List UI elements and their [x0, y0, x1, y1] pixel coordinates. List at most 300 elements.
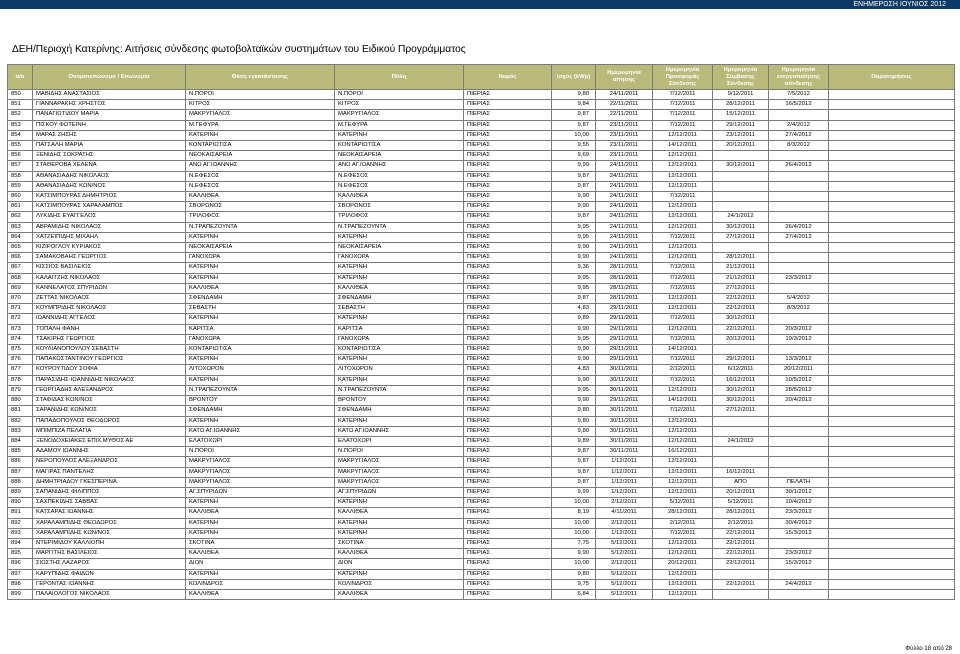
table-row	[8, 467, 955, 477]
table-row	[8, 304, 955, 314]
cell-remarks	[829, 110, 955, 120]
cell-contract-date	[713, 192, 769, 202]
cell-power: 9,87	[552, 120, 596, 130]
cell-activation-date: 15/3/2012	[769, 559, 829, 569]
cell-remarks	[829, 396, 955, 406]
cell-aa: 857	[8, 161, 33, 171]
table-row	[8, 130, 955, 140]
cell-city: ΝΕΟΚΑΙΣΑΡΕΙΑ	[335, 151, 464, 161]
table-row	[8, 161, 955, 171]
table-row	[8, 141, 955, 151]
cell-offer-date: 7/12/2011	[653, 100, 713, 110]
cell-activation-date	[769, 426, 829, 436]
table-row	[8, 90, 955, 100]
cell-contract-date: 16/12/2011	[713, 375, 769, 385]
cell-name: ΚΑΤΣΙΜΠΟΥΡΑΣ ΔΗΜΗΤΡΙΟΣ	[33, 192, 186, 202]
cell-contract-date: 27/12/2011	[713, 406, 769, 416]
cell-name: ΓΙΑΝΝΑΡΑΚΗΣ ΧΡΗΣΤΟΣ	[33, 100, 186, 110]
cell-location: ΣΒΟΡΩΝΟΣ	[186, 202, 335, 212]
cell-offer-date: 12/12/2011	[653, 130, 713, 140]
cell-city: Ν.ΕΦΕΣΟΣ	[335, 171, 464, 181]
cell-location: ΚΟΛΙΝΔΡΟΣ	[186, 579, 335, 589]
cell-prefecture: ΠΙΕΡΙΑΣ	[464, 477, 552, 487]
cell-prefecture: ΠΙΕΡΙΑΣ	[464, 212, 552, 222]
cell-location: ΚΟΝΤΑΡΙΩΤΙΣΑ	[186, 141, 335, 151]
cell-prefecture: ΠΙΕΡΙΑΣ	[464, 273, 552, 283]
cell-prefecture: ΠΙΕΡΙΑΣ	[464, 263, 552, 273]
cell-contract-date: 9/12/2011	[713, 90, 769, 100]
cell-aa: 875	[8, 345, 33, 355]
cell-application-date: 30/11/2011	[596, 375, 653, 385]
cell-city: ΕΛΑΤΟΧΩΡΙ	[335, 436, 464, 446]
cell-contract-date: 29/12/2011	[713, 355, 769, 365]
cell-prefecture: ΠΙΕΡΙΑΣ	[464, 334, 552, 344]
cell-activation-date	[769, 589, 829, 599]
cell-power: 9,87	[552, 212, 596, 222]
cell-activation-date: 27/4/2012	[769, 232, 829, 242]
cell-contract-date: 30/12/2011	[713, 396, 769, 406]
cell-prefecture: ΠΙΕΡΙΑΣ	[464, 161, 552, 171]
cell-prefecture: ΠΙΕΡΙΑΣ	[464, 467, 552, 477]
cell-location: ΚΑΤΕΡΙΝΗ	[186, 498, 335, 508]
cell-remarks	[829, 90, 955, 100]
cell-prefecture: ΠΙΕΡΙΑΣ	[464, 416, 552, 426]
cell-remarks	[829, 467, 955, 477]
cell-prefecture: ΠΙΕΡΙΑΣ	[464, 100, 552, 110]
cell-offer-date: 7/12/2011	[653, 406, 713, 416]
cell-remarks	[829, 528, 955, 538]
cell-application-date: 5/12/2011	[596, 549, 653, 559]
cell-contract-date: 22/12/2011	[713, 559, 769, 569]
cell-location: Μ.ΓΕΦΥΡΑ	[186, 120, 335, 130]
cell-power: 4,83	[552, 365, 596, 375]
cell-city: Μ.ΓΕΦΥΡΑ	[335, 120, 464, 130]
cell-name: ΣΑΜΑΚΟΒΑΗΣ ΓΕΩΡΓΙΟΣ	[33, 253, 186, 263]
cell-aa: 874	[8, 334, 33, 344]
cell-remarks	[829, 232, 955, 242]
cell-name: ΠΑΛΑΙΟΛΟΓΟΣ ΝΙΚΟΛΑΟΣ	[33, 589, 186, 599]
cell-offer-date: 7/12/2011	[653, 192, 713, 202]
col-header-activation-date: Ημερομηνία ενεργοποίησης σύνδεσης	[769, 65, 829, 90]
cell-application-date: 30/11/2011	[596, 385, 653, 395]
cell-prefecture: ΠΙΕΡΙΑΣ	[464, 406, 552, 416]
cell-prefecture: ΠΙΕΡΙΑΣ	[464, 579, 552, 589]
cell-prefecture: ΠΙΕΡΙΑΣ	[464, 120, 552, 130]
cell-activation-date	[769, 253, 829, 263]
update-text: ΕΝΗΜΕΡΩΣΗ ΙΟΥΝΙΟΣ 2012	[853, 1, 946, 8]
cell-application-date: 29/11/2011	[596, 324, 653, 334]
cell-city: ΚΑΛΛΙΘΕΑ	[335, 192, 464, 202]
cell-remarks	[829, 436, 955, 446]
cell-activation-date: 30/4/2012	[769, 518, 829, 528]
cell-remarks	[829, 202, 955, 212]
cell-contract-date	[713, 181, 769, 191]
cell-activation-date	[769, 110, 829, 120]
cell-aa: 859	[8, 181, 33, 191]
cell-activation-date: 28/5/2012	[769, 385, 829, 395]
cell-offer-date: 5/12/2011	[653, 498, 713, 508]
cell-application-date: 30/11/2011	[596, 365, 653, 375]
cell-city: ΚΟΝΤΑΡΙΩΤΙΣΑ	[335, 141, 464, 151]
cell-application-date: 24/11/2011	[596, 243, 653, 253]
cell-offer-date: 7/12/2011	[653, 334, 713, 344]
cell-power: 9,87	[552, 181, 596, 191]
cell-name: ΣΤΑΘΕΡΟΒΑ ΧΕΛΕΝΑ	[33, 161, 186, 171]
cell-remarks	[829, 100, 955, 110]
cell-location: ΚΟΝΤΑΡΙΩΤΙΣΑ	[186, 345, 335, 355]
cell-application-date: 4/11/2011	[596, 508, 653, 518]
cell-remarks	[829, 294, 955, 304]
cell-activation-date	[769, 447, 829, 457]
table-row	[8, 273, 955, 283]
cell-location: ΚΑΤΕΡΙΝΗ	[186, 569, 335, 579]
cell-aa: 885	[8, 447, 33, 457]
cell-city: ΒΡΟΝΤΟΥ	[335, 396, 464, 406]
cell-city: ΑΝΩ ΑΓ.ΙΩΑΝΝΗΣ	[335, 161, 464, 171]
cell-activation-date	[769, 212, 829, 222]
cell-power: 9,87	[552, 447, 596, 457]
cell-location: ΝΕΟΚΑΙΣΑΡΕΙΑ	[186, 243, 335, 253]
cell-activation-date: 20/4/2012	[769, 396, 829, 406]
cell-name: ΠΑΤΣΑΛΗ ΜΑΡΙΑ	[33, 141, 186, 151]
cell-offer-date: 12/12/2011	[653, 467, 713, 477]
cell-application-date: 24/11/2011	[596, 202, 653, 212]
cell-offer-date: 7/12/2011	[653, 314, 713, 324]
cell-aa: 870	[8, 294, 33, 304]
cell-location: ΛΙΤΟΧΩΡΟΝ	[186, 365, 335, 375]
table-row	[8, 314, 955, 324]
cell-activation-date: 27/4/2012	[769, 130, 829, 140]
table-row	[8, 120, 955, 130]
cell-activation-date: 19/3/2012	[769, 334, 829, 344]
cell-city: Ν.ΤΡΑΠΕΖΟΥΝΤΑ	[335, 222, 464, 232]
table-row	[8, 171, 955, 181]
cell-aa: 868	[8, 273, 33, 283]
cell-activation-date	[769, 243, 829, 253]
cell-activation-date: 15/3/2012	[769, 528, 829, 538]
cell-city: ΚΑΤΕΡΙΝΗ	[335, 130, 464, 140]
cell-aa: 886	[8, 457, 33, 467]
cell-application-date: 29/11/2011	[596, 355, 653, 365]
cell-prefecture: ΠΙΕΡΙΑΣ	[464, 314, 552, 324]
cell-offer-date: 12/12/2011	[653, 222, 713, 232]
cell-remarks	[829, 477, 955, 487]
cell-name: ΧΑΤΖΕΙΠΙΔΗΣ ΜΙΧΑΗΛ	[33, 232, 186, 242]
page-title: ΔΕΗ/Περιοχή Κατερίνης: Αιτήσεις σύνδεσης φωτοβολταϊκών συστημάτων του Ειδικού Προγράμματος	[12, 44, 466, 55]
cell-location: ΚΑΛΛΙΘΕΑ	[186, 589, 335, 599]
cell-activation-date: 10/5/2012	[769, 375, 829, 385]
col-header-city: Πόλη	[335, 65, 464, 90]
cell-application-date: 5/12/2011	[596, 538, 653, 548]
cell-application-date: 5/12/2011	[596, 579, 653, 589]
table-row	[8, 283, 955, 293]
cell-name: ΙΩΑΝΝΙΔΗΣ ΑΓΓΕΛΟΣ	[33, 314, 186, 324]
cell-prefecture: ΠΙΕΡΙΑΣ	[464, 304, 552, 314]
cell-remarks	[829, 487, 955, 497]
cell-aa: 895	[8, 549, 33, 559]
cell-aa: 877	[8, 365, 33, 375]
cell-location: ΣΦΕΝΔΑΜΗ	[186, 406, 335, 416]
cell-application-date: 29/11/2011	[596, 304, 653, 314]
cell-aa: 853	[8, 120, 33, 130]
cell-power: 10,00	[552, 559, 596, 569]
cell-application-date: 24/11/2011	[596, 232, 653, 242]
cell-location: ΜΑΚΡΥΓΙΑΛΟΣ	[186, 477, 335, 487]
cell-application-date: 29/11/2011	[596, 396, 653, 406]
cell-power: 6,84	[552, 589, 596, 599]
cell-application-date: 23/11/2011	[596, 120, 653, 130]
cell-city: ΚΑΛΛΙΘΕΑ	[335, 283, 464, 293]
cell-name: ΜΠΙΜΠΙΖΑ ΠΕΛΑΓΙΑ	[33, 426, 186, 436]
cell-location: Ν.ΕΦΕΣΟΣ	[186, 181, 335, 191]
cell-name: ΣΑΠΑΝΙΔΗΣ ΦΙΛΙΠΠΟΣ	[33, 487, 186, 497]
table-row	[8, 549, 955, 559]
cell-activation-date	[769, 416, 829, 426]
cell-city: ΚΑΤΕΡΙΝΗ	[335, 355, 464, 365]
cell-contract-date: 27/12/2011	[713, 283, 769, 293]
table-row	[8, 345, 955, 355]
cell-contract-date: 30/12/2011	[713, 222, 769, 232]
cell-city: Ν.ΤΡΑΠΕΖΟΥΝΤΑ	[335, 385, 464, 395]
cell-power: 9,69	[552, 151, 596, 161]
cell-remarks	[829, 314, 955, 324]
table-row	[8, 100, 955, 110]
table-row	[8, 263, 955, 273]
cell-prefecture: ΠΙΕΡΙΑΣ	[464, 457, 552, 467]
cell-application-date: 2/12/2011	[596, 518, 653, 528]
cell-city: ΚΑΛΛΙΘΕΑ	[335, 549, 464, 559]
cell-name: ΣΙΩΣΤΗΣ ΛΑΖΑΡΟΣ	[33, 559, 186, 569]
table-row	[8, 589, 955, 599]
cell-name: ΔΗΜΗΤΡΙΑΔΟΥ ΓΚΕΣΠΕΡΙΝΑ	[33, 477, 186, 487]
cell-location: ΚΑΤΕΡΙΝΗ	[186, 314, 335, 324]
cell-remarks	[829, 518, 955, 528]
cell-aa: 890	[8, 498, 33, 508]
table-row	[8, 365, 955, 375]
cell-power: 9,99	[552, 161, 596, 171]
cell-offer-date: 12/12/2011	[653, 294, 713, 304]
cell-activation-date	[769, 467, 829, 477]
cell-contract-date	[713, 416, 769, 426]
cell-application-date: 29/11/2011	[596, 334, 653, 344]
cell-power: 9,55	[552, 141, 596, 151]
cell-application-date: 1/12/2011	[596, 528, 653, 538]
cell-contract-date: 24/1/2012	[713, 212, 769, 222]
cell-name: ΤΣΑΚΙΡΗΣ ΓΕΩΡΓΙΟΣ	[33, 334, 186, 344]
cell-offer-date: 12/12/2011	[653, 569, 713, 579]
cell-name: ΚΟΥΛΙΑΝΟΠΟΥΛΟΥ ΣΕΒΑΣΤΗ	[33, 345, 186, 355]
cell-offer-date: 7/12/2011	[653, 375, 713, 385]
cell-location: ΚΑΤΕΡΙΝΗ	[186, 232, 335, 242]
cell-name: ΣΑΧΠΕΚΙΔΗΣ ΣΑΒΒΑΣ	[33, 498, 186, 508]
cell-activation-date: 23/3/2012	[769, 273, 829, 283]
cell-application-date: 29/11/2011	[596, 314, 653, 324]
cell-prefecture: ΠΙΕΡΙΑΣ	[464, 528, 552, 538]
cell-application-date: 1/12/2011	[596, 477, 653, 487]
cell-name: ΚΙΣΣΙΟΣ ΒΑΣΙΛΕΙΟΣ	[33, 263, 186, 273]
cell-city: ΚΑΤΕΡΙΝΗ	[335, 528, 464, 538]
table-row	[8, 334, 955, 344]
cell-city: ΜΑΚΡΥΓΙΑΛΟΣ	[335, 467, 464, 477]
cell-city: Ν.ΠΟΡΟΙ	[335, 90, 464, 100]
cell-aa: 879	[8, 385, 33, 395]
table-row	[8, 447, 955, 457]
cell-offer-date: 12/12/2011	[653, 181, 713, 191]
cell-remarks	[829, 120, 955, 130]
cell-offer-date: 2/12/2011	[653, 518, 713, 528]
cell-activation-date	[769, 538, 829, 548]
cell-activation-date: 2/4/2012	[769, 120, 829, 130]
cell-prefecture: ΠΙΕΡΙΑΣ	[464, 243, 552, 253]
cell-application-date: 24/11/2011	[596, 161, 653, 171]
cell-remarks	[829, 589, 955, 599]
cell-remarks	[829, 192, 955, 202]
cell-aa: 864	[8, 232, 33, 242]
cell-remarks	[829, 222, 955, 232]
cell-remarks	[829, 212, 955, 222]
cell-location: ΚΑΤΕΡΙΝΗ	[186, 355, 335, 365]
cell-prefecture: ΠΙΕΡΙΑΣ	[464, 345, 552, 355]
cell-location: ΚΑΡΙΤΣΑ	[186, 324, 335, 334]
cell-contract-date: 22/12/2011	[713, 528, 769, 538]
cell-prefecture: ΠΙΕΡΙΑΣ	[464, 538, 552, 548]
cell-name: ΓΕΡΟΝΤΑΣ ΙΩΑΝΝΗΣ	[33, 579, 186, 589]
cell-aa: 861	[8, 202, 33, 212]
cell-location: ΚΑΛΛΙΘΕΑ	[186, 283, 335, 293]
cell-aa: 880	[8, 396, 33, 406]
cell-power: 9,80	[552, 90, 596, 100]
table-row	[8, 487, 955, 497]
cell-prefecture: ΠΙΕΡΙΑΣ	[464, 253, 552, 263]
cell-city: ΣΚΟΤΙΝΑ	[335, 538, 464, 548]
cell-remarks	[829, 538, 955, 548]
cell-power: 9,90	[552, 253, 596, 263]
cell-offer-date: 12/12/2011	[653, 416, 713, 426]
cell-aa: 896	[8, 559, 33, 569]
cell-name: ΚΑΤΣΑΡΑΣ ΙΩΑΝΝΗΣ	[33, 508, 186, 518]
cell-offer-date: 12/12/2011	[653, 212, 713, 222]
cell-offer-date: 12/12/2011	[653, 436, 713, 446]
cell-aa: 887	[8, 467, 33, 477]
cell-name: ΚΟΥΡΟΥΤΙΔΟΥ ΣΟΦΙΑ	[33, 365, 186, 375]
cell-power: 9,36	[552, 263, 596, 273]
table-row	[8, 436, 955, 446]
cell-power: 9,90	[552, 345, 596, 355]
cell-name: ΝΤΕΡΙΜΙΔΟΥ ΚΑΛΛΙΟΠΗ	[33, 538, 186, 548]
cell-remarks	[829, 508, 955, 518]
cell-city: Ν.ΕΦΕΣΟΣ	[335, 181, 464, 191]
cell-offer-date: 28/12/2011	[653, 508, 713, 518]
cell-aa: 858	[8, 171, 33, 181]
cell-aa: 884	[8, 436, 33, 446]
cell-power: 9,80	[552, 569, 596, 579]
cell-aa: 852	[8, 110, 33, 120]
cell-location: ΚΑΤΕΡΙΝΗ	[186, 263, 335, 273]
table-row	[8, 253, 955, 263]
cell-city: ΚΙΤΡΟΣ	[335, 100, 464, 110]
cell-activation-date: 20/3/2012	[769, 324, 829, 334]
cell-offer-date: 12/12/2011	[653, 161, 713, 171]
cell-location: ΒΡΟΝΤΟΥ	[186, 396, 335, 406]
cell-offer-date: 12/12/2011	[653, 253, 713, 263]
cell-application-date: 30/11/2011	[596, 426, 653, 436]
cell-application-date: 5/12/2011	[596, 569, 653, 579]
cell-prefecture: ΠΙΕΡΙΑΣ	[464, 283, 552, 293]
cell-offer-date: 12/12/2011	[653, 171, 713, 181]
cell-name: ΧΑΡΑΛΑΜΠΙΔΗΣ ΚΩΝ/ΝΟΣ	[33, 528, 186, 538]
cell-activation-date: 24/4/2012	[769, 579, 829, 589]
cell-offer-date: 12/12/2011	[653, 579, 713, 589]
cell-contract-date: 15/12/2011	[713, 110, 769, 120]
cell-prefecture: ΠΙΕΡΙΑΣ	[464, 90, 552, 100]
cell-name: ΣΑΡΑΝΙΔΗΣ ΚΩΝ/ΝΟΣ	[33, 406, 186, 416]
cell-aa: 860	[8, 192, 33, 202]
cell-location: ΚΑΤΕΡΙΝΗ	[186, 518, 335, 528]
cell-remarks	[829, 385, 955, 395]
cell-power: 9,80	[552, 416, 596, 426]
cell-name: ΚΑΤΣΙΜΠΟΥΡΑΣ ΧΑΡΑΛΑΜΠΟΣ	[33, 202, 186, 212]
cell-activation-date	[769, 263, 829, 273]
cell-offer-date: 12/12/2011	[653, 477, 713, 487]
cell-city: ΓΑΝΟΧΩΡΑ	[335, 334, 464, 344]
cell-power: 9,90	[552, 396, 596, 406]
cell-name: ΑΔΑΜΟΥ ΙΩΑΝΝΗΣ	[33, 447, 186, 457]
cell-remarks	[829, 559, 955, 569]
cell-power: 9,84	[552, 100, 596, 110]
cell-power: 9,75	[552, 579, 596, 589]
cell-name: ΧΑΡΑΛΑΜΠΙΔΗΣ ΘΕΟΔΩΡΟΣ	[33, 518, 186, 528]
cell-power: 9,95	[552, 334, 596, 344]
cell-offer-date: 7/12/2011	[653, 90, 713, 100]
cell-remarks	[829, 283, 955, 293]
cell-power: 9,90	[552, 549, 596, 559]
cell-offer-date: 12/12/2011	[653, 324, 713, 334]
cell-remarks	[829, 263, 955, 273]
cell-contract-date: 30/12/2011	[713, 314, 769, 324]
cell-activation-date: 23/3/2012	[769, 549, 829, 559]
cell-name: ΠΙΣΚΟΥ ΦΩΤΕΙΝΗ	[33, 120, 186, 130]
cell-city: ΤΡΙΛΟΦΟΣ	[335, 212, 464, 222]
cell-offer-date: 20/12/2011	[653, 559, 713, 569]
col-header-offer-date: Ημερομηνία Προσφοράς Σύνδεσης	[653, 65, 713, 90]
cell-prefecture: ΠΙΕΡΙΑΣ	[464, 171, 552, 181]
cell-prefecture: ΠΙΕΡΙΑΣ	[464, 589, 552, 599]
update-banner	[0, 0, 960, 9]
cell-contract-date	[713, 243, 769, 253]
cell-aa: 851	[8, 100, 33, 110]
table-row	[8, 528, 955, 538]
cell-location: ΚΑΤΕΡΙΝΗ	[186, 273, 335, 283]
cell-city: ΔΙΟΝ	[335, 559, 464, 569]
cell-contract-date: 20/12/2011	[713, 487, 769, 497]
cell-prefecture: ΠΙΕΡΙΑΣ	[464, 385, 552, 395]
cell-power: 9,87	[552, 457, 596, 467]
cell-prefecture: ΠΙΕΡΙΑΣ	[464, 508, 552, 518]
cell-power: 9,95	[552, 222, 596, 232]
cell-offer-date: 12/12/2011	[653, 538, 713, 548]
cell-city: ΜΑΚΡΥΓΙΑΛΟΣ	[335, 110, 464, 120]
col-header-power: Ισχύς (kWp)	[552, 65, 596, 90]
cell-offer-date: 7/12/2011	[653, 110, 713, 120]
cell-location: ΚΙΤΡΟΣ	[186, 100, 335, 110]
table-row	[8, 212, 955, 222]
cell-location: ΓΑΝΟΧΩΡΑ	[186, 253, 335, 263]
cell-location: ΜΑΚΡΥΓΙΑΛΟΣ	[186, 457, 335, 467]
cell-city: ΚΑΤΕΡΙΝΗ	[335, 569, 464, 579]
cell-aa: 876	[8, 355, 33, 365]
cell-location: ΑΓ.ΣΠΥΡΙΔΩΝ	[186, 487, 335, 497]
cell-power: 9,80	[552, 426, 596, 436]
